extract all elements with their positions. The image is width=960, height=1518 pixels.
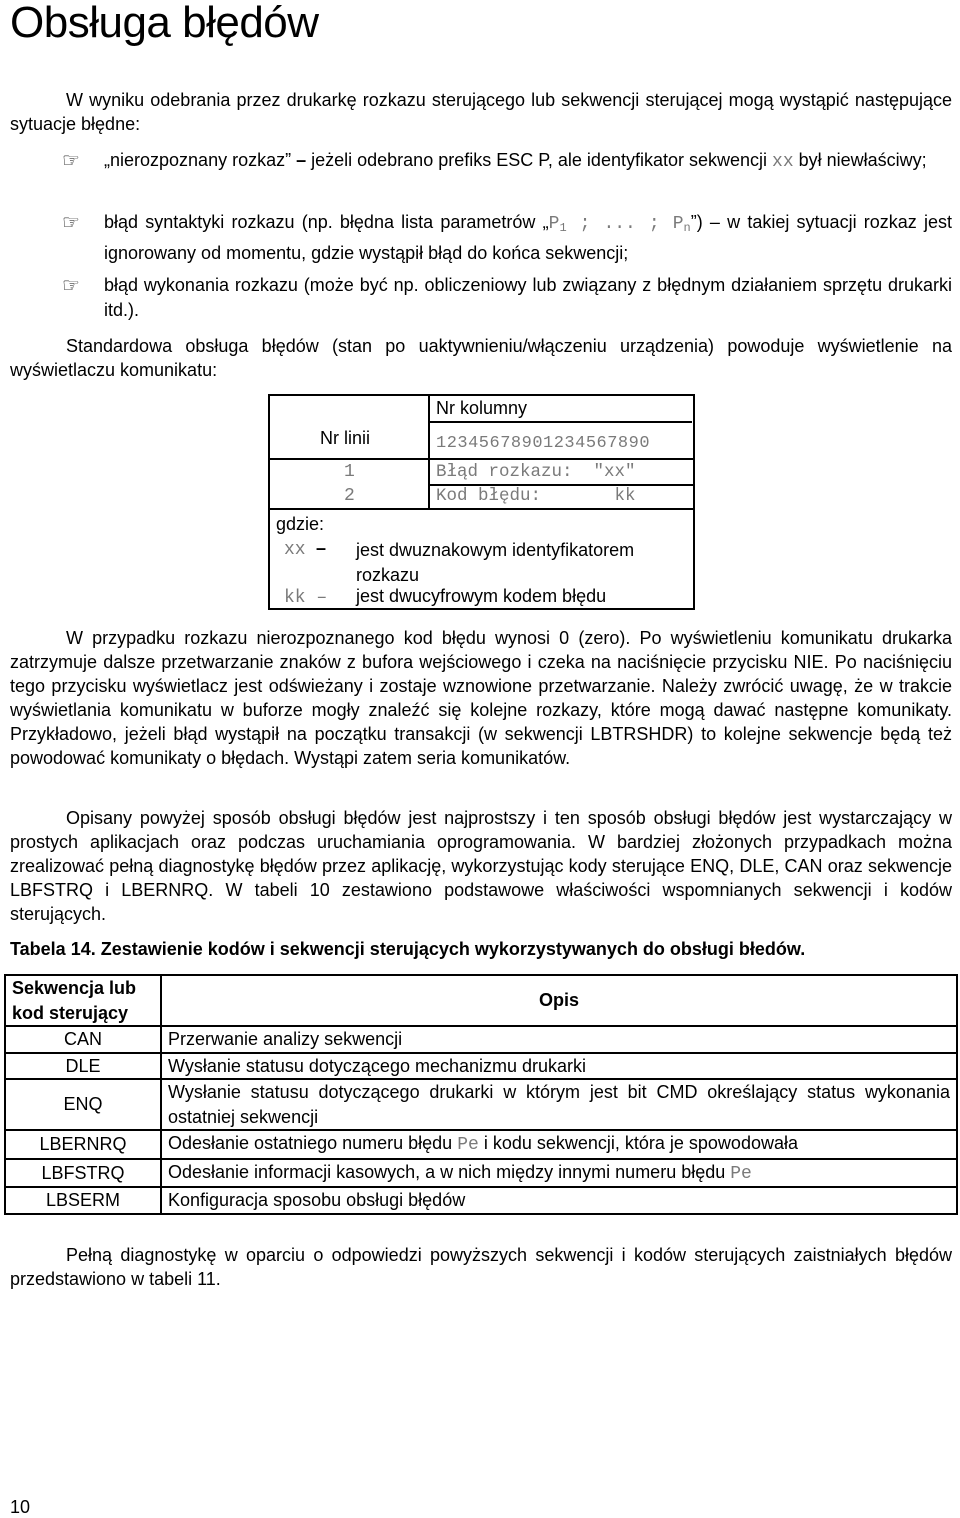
bullet-syntax-error — [104, 210, 952, 266]
table-row — [5, 1187, 957, 1214]
table-row — [5, 1026, 957, 1053]
param-pe: Pe — [730, 1163, 752, 1184]
param-pe: Pe — [457, 1135, 479, 1155]
pointing-hand-icon: ☞ — [62, 212, 80, 234]
param-p1: $P_1$ — [548, 214, 567, 235]
bullet-text: błąd syntaktyki rozkazu (np. błędna lista parametrów „ — [104, 212, 549, 232]
table-row — [5, 1079, 957, 1130]
where-label: gdzie: — [276, 514, 325, 534]
table-header-row — [5, 975, 957, 1026]
pointing-hand-icon: ☞ — [62, 150, 80, 172]
column-digits: 12345678901234567890 — [436, 434, 651, 453]
row-description: Odesłanie ostatniego numeru błędu Pe i kodu sekwencji, która je spowodowała — [161, 1130, 957, 1159]
pointing-hand-icon: ☞ — [62, 275, 80, 297]
after-display-paragraph: W przypadku rozkazu nierozpoznanego kod błędu wynosi 0 (zero). Po wyświetleniu komunikatu drukarka zatrzymuje dalsze przetwarzanie znaków z bufora wejściowego i czeka na naciśnięcie przycisku NIE. Po naciśnięciu tego przycisku wyświetlacz jest odświeżany i zostaje wznowione przetwarzanie. Należy zwrócić uwagę, że w trakcie wyświetlania komunikatu w buforze mogły znaleźć się kolejne rozkazy, które mogą dawać następne komunikaty. Przykładowo, jeżeli błąd wystąpił na początku transakcji (w sekwencji LBTRSHDR) to kolejne sekwencje będą też powodować komunikaty o błędach. Wystąpi zatem seria komunikatów. — [10, 628, 952, 768]
intro-paragraph: W wyniku odebrania przez drukarkę rozkazu sterującego lub sekwencji sterującej mogą wystąpić następujące sytuacje błędne: — [10, 90, 952, 134]
param-separator: ; ... ; — [566, 214, 673, 234]
bullet-execution-error: błąd wykonania rozkazu (może być np. obliczeniowy lub związany z błędnym działaniem sprzętu drukarki itd.). — [104, 275, 952, 320]
row-code: DLE — [5, 1053, 161, 1080]
bullet-text-end: był niewłaściwy; — [793, 150, 927, 170]
described-method-paragraph: Opisany powyżej sposób obsługi błędów jest najprostszy i ten sposób obsługi błędów jest wystarczający w prostych aplikacjach oraz podczas uruchamiania oprogramowania. W bardziej złożonych przypadkach można zrealizować pełną diagnostykę błędów przez aplikację, wykorzystując kody sterujące ENQ, DLE, CAN oraz sekwencje LBFSTRQ i LBERNRQ. W tabeli 10 zestawiono podstawowe właściwości wspomnianych sekwencji i kodów sterujących. — [10, 808, 952, 924]
line-1-text: Błąd rozkazu: "xx" — [436, 462, 636, 482]
row-code: ENQ — [5, 1079, 161, 1130]
bullet-code: xx — [772, 152, 794, 172]
xx-description: jest dwuznakowym identyfikatorem rozkazu — [356, 540, 635, 585]
xx-dash: – — [316, 538, 327, 558]
table-row — [5, 1130, 957, 1159]
row-code: CAN — [5, 1026, 161, 1053]
table-row — [5, 1053, 957, 1080]
row-description: Przerwanie analizy sekwencji — [161, 1026, 957, 1053]
xx-code: xx — [284, 540, 306, 560]
final-paragraph: Pełną diagnostykę w oparciu o odpowiedzi powyższych sekwencji i kodów sterujących zaistniałych błędów przedstawiono w tabeli 11. — [10, 1245, 952, 1289]
bullet-dash: – — [291, 150, 312, 170]
standard-handling-paragraph: Standardowa obsługa błędów (stan po uaktywnieniu/włączeniu urządzenia) powoduje wyświetlenie na wyświetlaczu komunikatu: — [10, 336, 952, 380]
line-2-number: 2 — [344, 486, 355, 506]
row-description: Odesłanie informacji kasowych, a w nich między innymi numeru błędu Pe — [161, 1159, 957, 1188]
bullet-unknown-command — [104, 148, 952, 175]
header-description: Opis — [161, 975, 957, 1026]
display-message-box — [268, 394, 695, 610]
codes-table — [4, 974, 958, 1215]
row-header: Nr linii — [320, 428, 371, 448]
row-code: LBSERM — [5, 1187, 161, 1214]
column-header: Nr kolumny — [436, 398, 528, 418]
row-code: LBERNRQ — [5, 1130, 161, 1159]
table-caption: Tabela 14. Zestawienie kodów i sekwencji sterujących wykorzystywanych do obsługi błedów. — [10, 939, 806, 959]
line-1-number: 1 — [344, 462, 355, 482]
table-row — [5, 1159, 957, 1188]
header-code: Sekwencja lub kod sterujący — [5, 975, 161, 1026]
page-title: Obsługa błędów — [10, 0, 319, 47]
row-description: Wysłanie statusu dotyczącego drukarki w którym jest bit CMD określający status wykonania ostatniej sekwencji — [161, 1079, 957, 1130]
row-code: LBFSTRQ — [5, 1159, 161, 1188]
bullet-text: jeżeli odebrano prefiks ESC P, ale identyfikator sekwencji — [311, 150, 773, 170]
kk-code: kk – — [284, 588, 328, 608]
page-number: 10 — [10, 1497, 31, 1517]
kk-description: jest dwucyfrowym kodem błędu — [356, 586, 607, 606]
line-2-text: Kod błędu: kk — [436, 486, 636, 506]
param-pn: $P_n$ — [672, 214, 691, 235]
row-description: Wysłanie statusu dotyczącego mechanizmu drukarki — [161, 1053, 957, 1080]
bullet-term: „nierozpoznany rozkaz” — [104, 150, 292, 170]
bullet-text-end: ”) – w takiej sytuacji rozkaz jest ignorowany od momentu, gdzie wystąpił błąd do końca sekwencji; — [104, 212, 952, 263]
row-description: Konfiguracja sposobu obsługi błędów — [161, 1187, 957, 1214]
